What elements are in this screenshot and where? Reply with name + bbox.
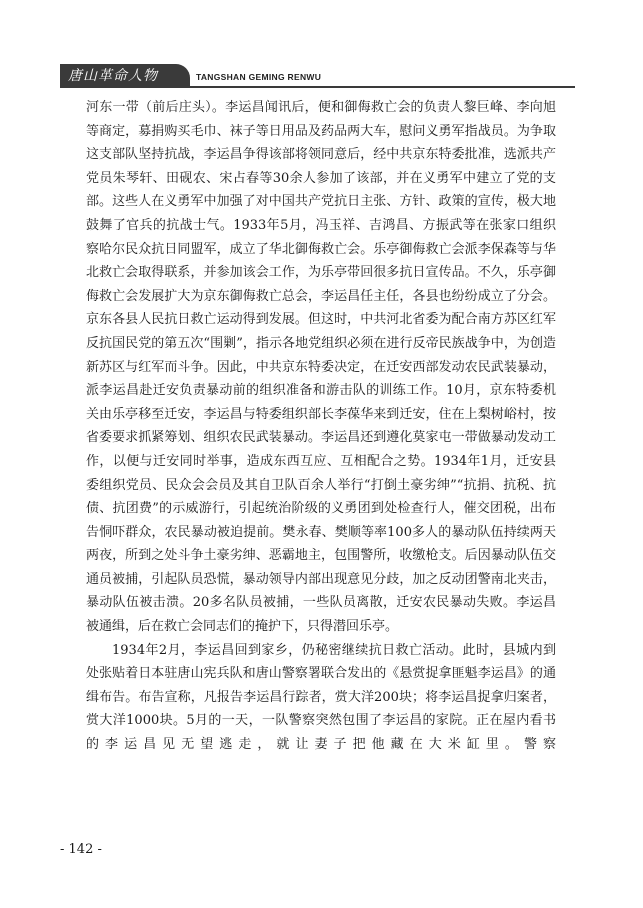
- header-title-tab: [60, 64, 190, 86]
- header-subtitle: TANGSHAN GEMING RENWU: [196, 72, 322, 82]
- body-text: [86, 96, 556, 757]
- running-header: [60, 64, 575, 86]
- page-number: - 142 -: [60, 842, 102, 857]
- header-title: 唐山革命人物: [68, 68, 158, 84]
- header-rule: [60, 86, 575, 88]
- paragraph-2: 1934年2月，李运昌回到家乡，仍秘密继续抗日救亡活动。此时，县城内到处张贴着日本驻唐山宪兵队和唐山警察署联合发出的《悬赏捉拿匪魁李运昌》的通缉布告。布告宣称，凡报告李运昌行踪者，赏大洋200块；将李运昌捉拿归案者，赏大洋1000块。5月的一天，一队警察突然包围了李运昌的家院。正在屋内看书的李运昌见无望逃走，就让妻子把他藏在大米缸里。警察: [86, 642, 556, 753]
- paragraph-1: 河东一带（前后庄头）。李运昌闻讯后，便和御侮救亡会的负责人黎巨峰、李向旭等商定，募捐购买毛巾、袜子等日用品及药品两大车，慰问义勇军指战员。为争取这支部队坚持抗战，李运昌争得该部将领同意后，经中共京东特委批准，选派共产党员朱琴轩、田砚农、宋占春等30余人参加了该部，并在义勇军中建立了党的支部。这些人在义勇军中加强了对中国共产党抗日主张、方针、政策的宣传，极大地鼓舞了官兵的抗战士气。1933年5月，冯玉祥、吉鸿昌、方振武等在张家口组织察哈尔民众抗日同盟军，成立了华北御侮救亡会。乐亭御侮救亡会派李保森等与华北救亡会取得联系，并参加该会工作，为乐亭带回很多抗日宣传品。不久，乐亭御侮救亡会发展扩大为京东御侮救亡总会，李运昌任主任，各县也纷纷成立了分会。京东各县人民抗日救亡运动得到发展。但这时，中共河北省委为配合南方苏区红军反抗国民党的第五次“围剿”，指示各地党组织必须在进行反帝民族战争中，为创造新苏区与红军而斗争。因此，中共京东特委决定，在迁安西部发动农民武装暴动，派李运昌赴迁安负责暴动前的组织准备和游击队的训练工作。10月，京东特委机关由乐亭移至迁安，李运昌与特委组织部长李葆华来到迁安，住在上梨树峪村，按省委要求抓紧筹划、组织农民武装暴动。李运昌还到遵化莫家屯一带做暴动发动工作，以便与迁安同时举事，造成东西互应、互相配合之势。1934年1月，迁安县委组织党员、民众会会员及其自卫队百余人举行“打倒土豪劣绅”“抗捐、抗税、抗债、抗团费”的示威游行，引起统治阶级的义勇团到处检查行人，催交团税，出布告恫吓群众，农民暴动被迫提前。樊永春、樊顺等率100多人的暴动队伍持续两天两夜，所到之处斗争土豪劣绅、恶霸地主，包围警所，收缴枪支。后因暴动队伍交通员被捕，引起队员恐慌，暴动领导内部出现意见分歧，加之反动团警南北夹击，暴动队伍被击溃。20多名队员被捕，一些队员离散，迁安农民暴动失败。李运昌被通缉，后在救亡会同志们的掩护下，只得潜回乐亭。: [86, 100, 556, 635]
